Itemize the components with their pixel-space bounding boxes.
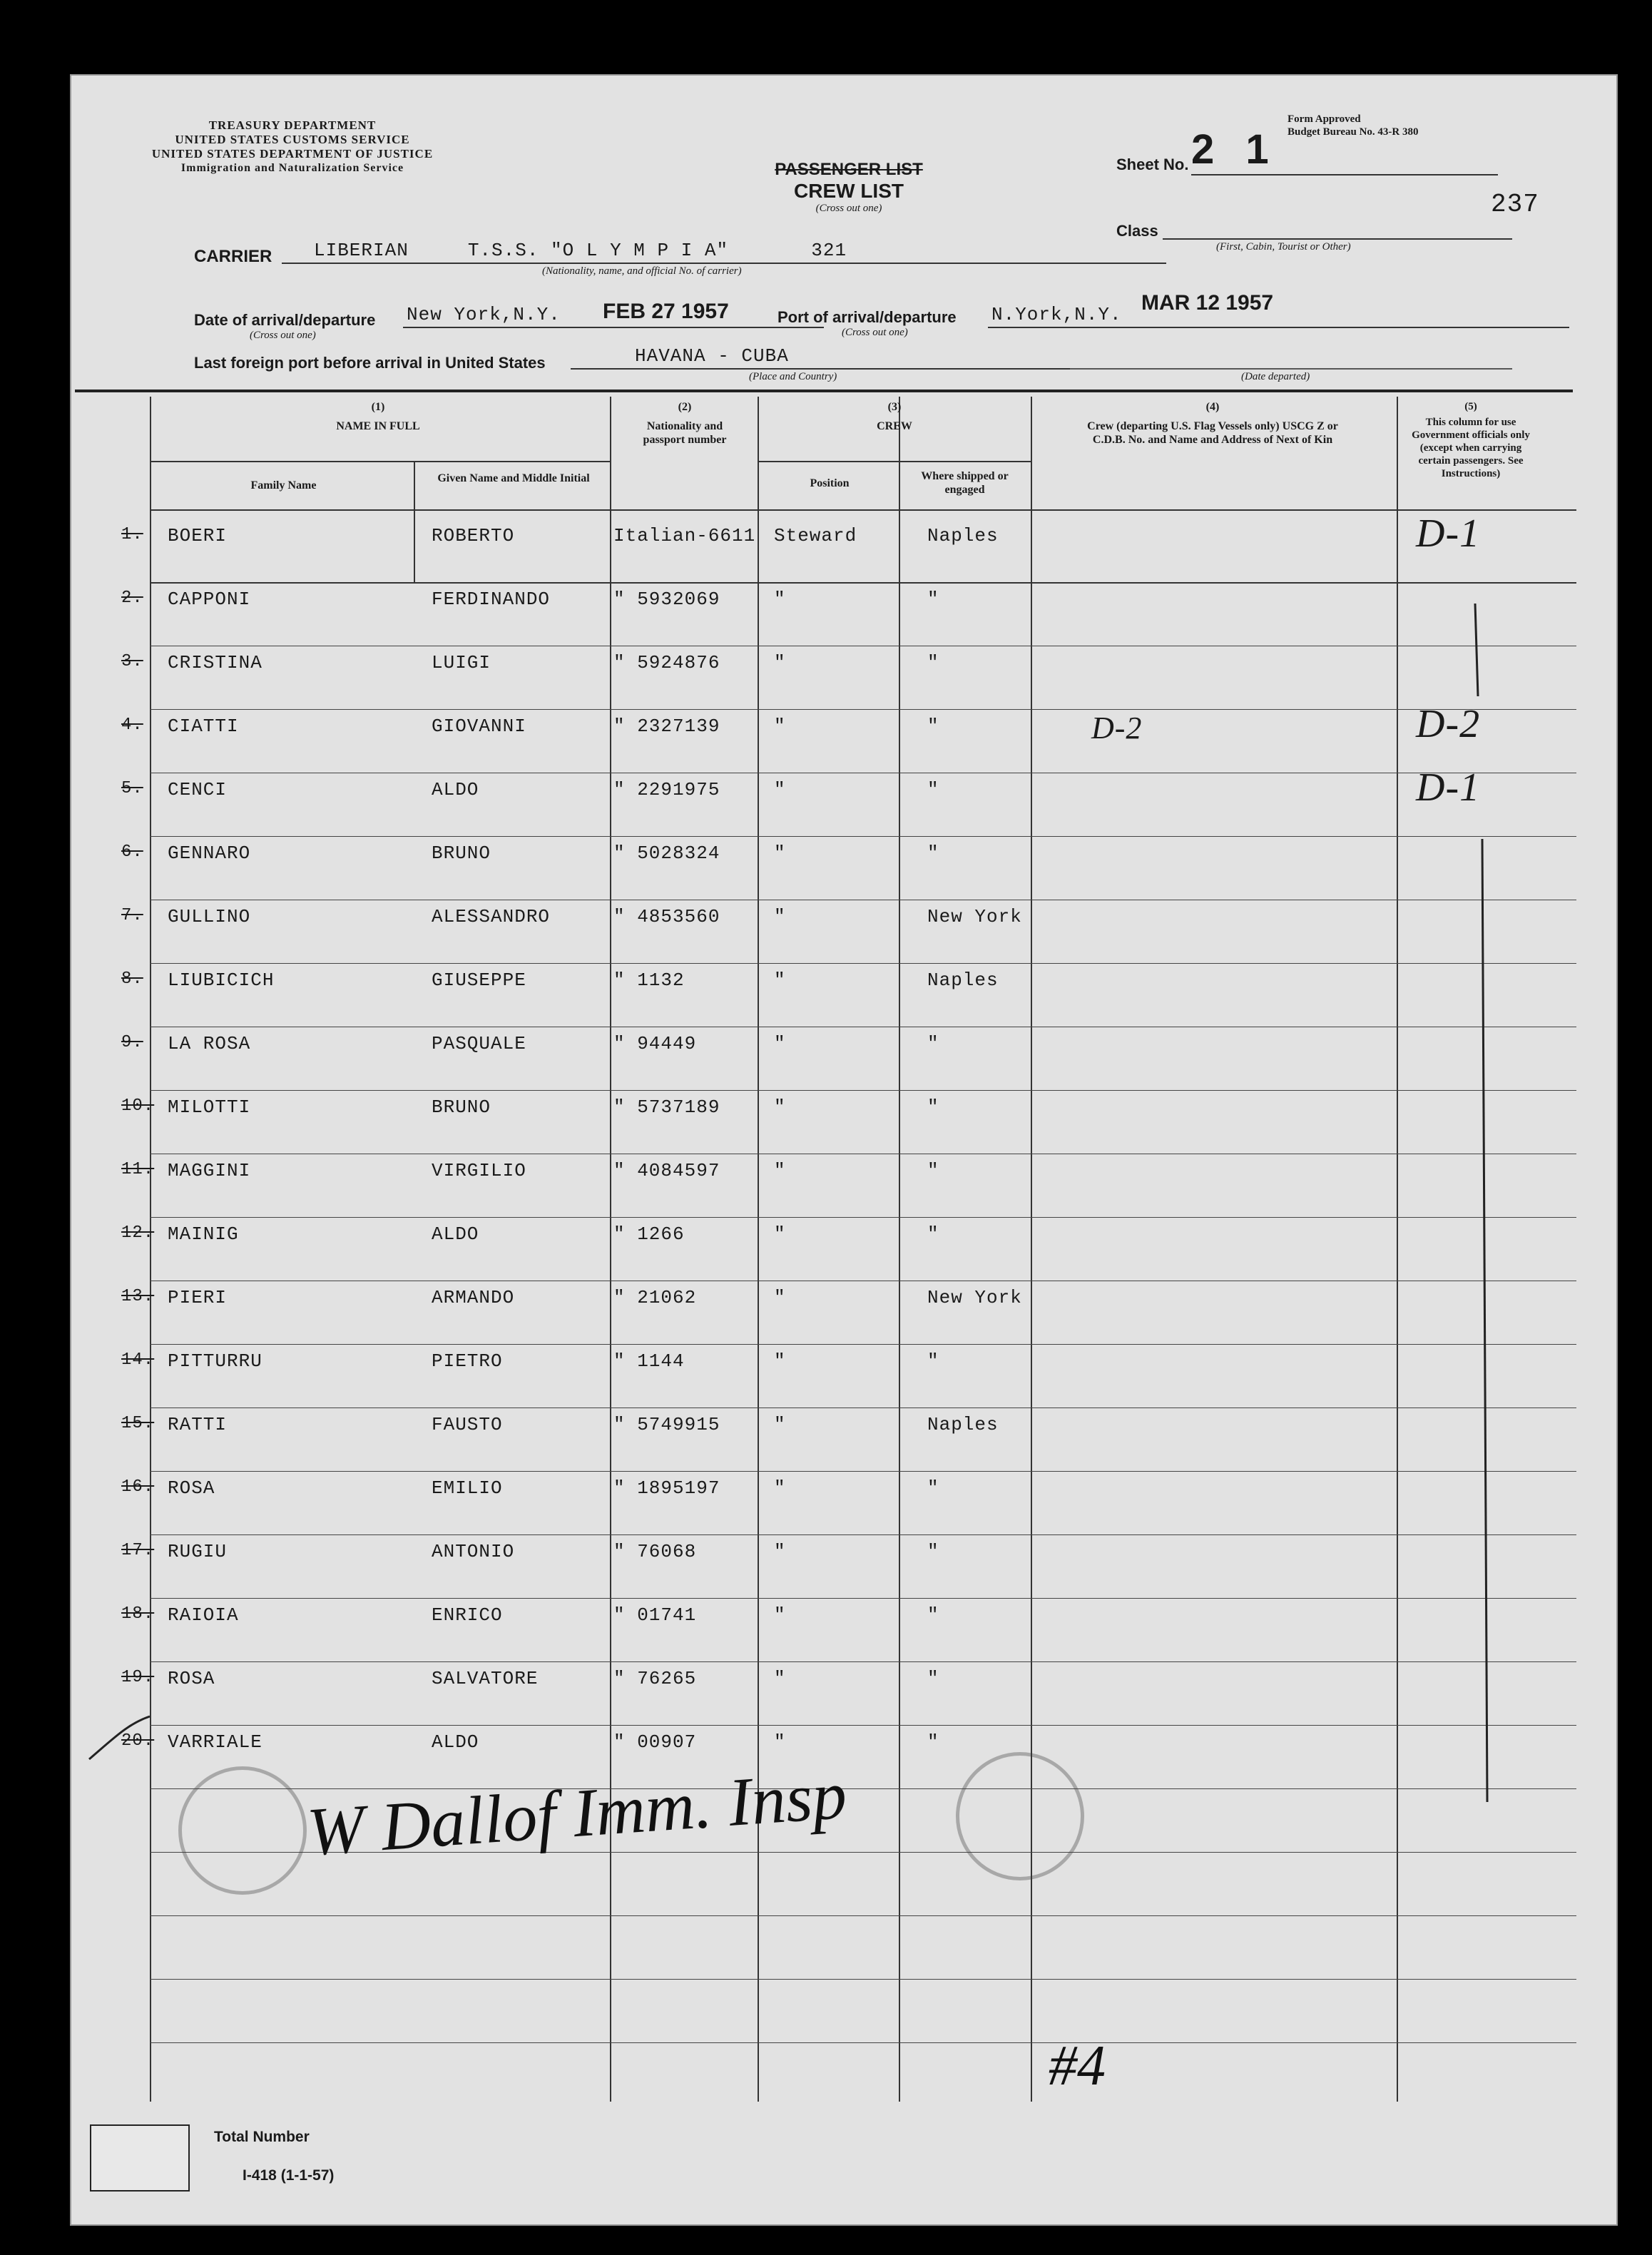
departure-note: (Cross out one)	[250, 330, 316, 341]
passport-number: " 76068	[613, 1541, 697, 1562]
where-shipped: Naples	[927, 525, 999, 546]
position: "	[774, 589, 786, 610]
given-name: SALVATORE	[432, 1668, 539, 1689]
row-number: 20.	[121, 1731, 155, 1751]
customs-stamp-left	[178, 1766, 307, 1895]
where-shipped: "	[927, 716, 939, 737]
passport-number: " 76265	[613, 1668, 697, 1689]
given-name: LUIGI	[432, 652, 491, 673]
row-number: 15.	[121, 1414, 155, 1433]
col3-title: CREW	[877, 420, 912, 432]
family-name: GENNARO	[168, 843, 251, 864]
family-name: CIATTI	[168, 716, 239, 737]
given-name: ALESSANDRO	[432, 906, 551, 927]
row-number: 11.	[121, 1160, 155, 1179]
where-shipped: New York	[927, 906, 1022, 927]
passport-number: " 94449	[613, 1033, 697, 1054]
family-name: MAGGINI	[168, 1160, 251, 1181]
departure-date: FEB 27 1957	[603, 300, 729, 323]
total-number-box	[90, 2124, 190, 2192]
sheet-label: Sheet No.	[1116, 156, 1189, 173]
position: "	[774, 652, 786, 673]
given-name: ROBERTO	[432, 525, 515, 546]
next-of-kin: D-2	[1091, 711, 1143, 745]
carrier-label: CARRIER	[194, 247, 272, 266]
carrier-value: LIBERIAN T.S.S. "O L Y M P I A" 321	[314, 240, 847, 261]
row-number: 3.	[121, 652, 143, 671]
position: "	[774, 1287, 786, 1308]
position: "	[774, 1033, 786, 1054]
page-number: 237	[1491, 190, 1539, 219]
passport-number: " 5749915	[613, 1414, 720, 1435]
given-name: BRUNO	[432, 843, 491, 864]
row-number: 9.	[121, 1033, 143, 1052]
last-port-value: HAVANA - CUBA	[635, 345, 789, 367]
row-number: 6.	[121, 843, 143, 862]
where-shipped: "	[927, 1033, 939, 1054]
form-code: I-418 (1-1-57)	[243, 2167, 335, 2184]
given-name: FAUSTO	[432, 1414, 503, 1435]
position: "	[774, 969, 786, 991]
gov-official-note: D-1	[1416, 765, 1481, 810]
row-number: 2.	[121, 589, 143, 608]
where-shipped-header: Where shipped or engaged	[921, 470, 1009, 496]
budget-bureau-text: Budget Bureau No. 43-R 380	[1288, 126, 1419, 138]
position-header: Position	[810, 477, 850, 489]
departure-place: New York,N.Y.	[407, 304, 561, 325]
row-number: 13.	[121, 1287, 155, 1306]
col2-title: Nationality and passport number	[643, 420, 727, 446]
passport-number: " 21062	[613, 1287, 697, 1308]
class-label: Class	[1116, 222, 1158, 240]
customs-stamp-right	[956, 1752, 1084, 1880]
family-name: RATTI	[168, 1414, 228, 1435]
given-name-header: Given Name and Middle Initial	[437, 472, 590, 484]
where-shipped: "	[927, 589, 939, 610]
col3-number: (3)	[887, 401, 902, 413]
given-name: ARMANDO	[432, 1287, 515, 1308]
family-name: LIUBICICH	[168, 969, 275, 991]
position: "	[774, 716, 786, 737]
arrival-port: N.York,N.Y.	[991, 304, 1122, 325]
total-number-label: Total Number	[214, 2129, 310, 2145]
passport-number: " 2291975	[613, 779, 720, 800]
family-name: PIERI	[168, 1287, 228, 1308]
family-name: RUGIU	[168, 1541, 228, 1562]
family-name: MAINIG	[168, 1223, 239, 1245]
where-shipped: "	[927, 1223, 939, 1245]
passport-number: " 4853560	[613, 906, 720, 927]
position: "	[774, 1477, 786, 1499]
family-name: ROSA	[168, 1477, 215, 1499]
position: Steward	[774, 525, 857, 546]
given-name: ALDO	[432, 1731, 479, 1753]
where-shipped: "	[927, 1541, 939, 1562]
position: "	[774, 1350, 786, 1372]
passport-number: " 1266	[613, 1223, 685, 1245]
arrival-label: Port of arrival/departure	[777, 308, 957, 326]
col2-number: (2)	[678, 401, 692, 413]
arrival-note: (Cross out one)	[842, 327, 908, 338]
agency-line-3: UNITED STATES DEPARTMENT OF JUSTICE	[151, 147, 434, 161]
inspector-signature: W Dallof Imm. Insp	[305, 1756, 850, 1870]
page-title: CREW LIST	[794, 180, 904, 202]
row-number: 5.	[121, 779, 143, 798]
family-name: RAIOIA	[168, 1604, 239, 1626]
where-shipped: "	[927, 1160, 939, 1181]
carrier-note: (Nationality, name, and official No. of carrier)	[542, 265, 742, 277]
passport-number: " 4084597	[613, 1160, 720, 1181]
position: "	[774, 906, 786, 927]
col4-number: (4)	[1205, 401, 1220, 413]
family-name: BOERI	[168, 525, 228, 546]
row-number: 14.	[121, 1350, 155, 1370]
position: "	[774, 1096, 786, 1118]
given-name: PIETRO	[432, 1350, 503, 1372]
row-number: 17.	[121, 1541, 155, 1560]
where-shipped: "	[927, 652, 939, 673]
given-name: ALDO	[432, 779, 479, 800]
row-number: 4.	[121, 716, 143, 735]
handwritten-marks	[71, 76, 1616, 2224]
col4-title: Crew (departing U.S. Flag Vessels only) USCG Z or C.D.B. No. and Name and Address of Next of Kin	[1087, 420, 1338, 446]
given-name: ALDO	[432, 1223, 479, 1245]
gov-official-note: D-1	[1416, 511, 1481, 556]
col1-title: NAME IN FULL	[336, 420, 420, 432]
given-name: FERDINANDO	[432, 589, 551, 610]
col5-title: This column for use Government officials only (except when carrying certain passengers. See Instructions)	[1412, 417, 1530, 479]
position: "	[774, 1160, 786, 1181]
position: "	[774, 1414, 786, 1435]
row-number: 12.	[121, 1223, 155, 1243]
row-number: 18.	[121, 1604, 155, 1624]
given-name: VIRGILIO	[432, 1160, 526, 1181]
where-shipped: New York	[927, 1287, 1022, 1308]
row-number: 16.	[121, 1477, 155, 1497]
where-shipped: "	[927, 843, 939, 864]
row-number: 19.	[121, 1668, 155, 1687]
passport-number: " 1132	[613, 969, 685, 991]
passport-number: " 5932069	[613, 589, 720, 610]
position: "	[774, 1223, 786, 1245]
where-shipped: "	[927, 1350, 939, 1372]
gov-official-note: D-2	[1416, 702, 1481, 746]
passport-number: " 01741	[613, 1604, 697, 1626]
family-name: VARRIALE	[168, 1731, 262, 1753]
form-approved-text: Form Approved	[1288, 113, 1361, 125]
family-name: CRISTINA	[168, 652, 262, 673]
passport-number: " 5028324	[613, 843, 720, 864]
given-name: GIOVANNI	[432, 716, 526, 737]
position: "	[774, 1541, 786, 1562]
col1-number: (1)	[371, 401, 385, 413]
passport-number: " 5737189	[613, 1096, 720, 1118]
given-name: ANTONIO	[432, 1541, 515, 1562]
row-number: 10.	[121, 1096, 155, 1116]
agency-line-1: TREASURY DEPARTMENT	[208, 118, 377, 132]
given-name: GIUSEPPE	[432, 969, 526, 991]
where-shipped: Naples	[927, 969, 999, 991]
last-port-label: Last foreign port before arrival in United States	[194, 354, 546, 372]
given-name: EMILIO	[432, 1477, 503, 1499]
family-name: CENCI	[168, 779, 228, 800]
family-name: GULLINO	[168, 906, 251, 927]
position: "	[774, 1668, 786, 1689]
title-cross-out-note: (Cross out one)	[815, 203, 882, 214]
row-number: 8.	[121, 969, 143, 989]
date-departed-note: (Date departed)	[1241, 371, 1310, 382]
handwritten-note: #4	[1049, 2035, 1106, 2097]
position: "	[774, 843, 786, 864]
family-name: LA ROSA	[168, 1033, 251, 1054]
family-name: ROSA	[168, 1668, 215, 1689]
position: "	[774, 1604, 786, 1626]
place-country-note: (Place and Country)	[749, 371, 837, 382]
passport-number: " 00907	[613, 1731, 697, 1753]
where-shipped: "	[927, 1096, 939, 1118]
given-name: PASQUALE	[432, 1033, 526, 1054]
agency-line-2: UNITED STATES CUSTOMS SERVICE	[175, 133, 410, 146]
class-note: (First, Cabin, Tourist or Other)	[1216, 241, 1351, 253]
given-name: BRUNO	[432, 1096, 491, 1118]
where-shipped: "	[927, 1477, 939, 1499]
passport-number: " 5924876	[613, 652, 720, 673]
crew-list-document	[70, 74, 1618, 2226]
arrival-date: MAR 12 1957	[1141, 291, 1274, 315]
where-shipped: "	[927, 1604, 939, 1626]
where-shipped: "	[927, 779, 939, 800]
passport-number: " 2327139	[613, 716, 720, 737]
sheet-number: 2 1	[1191, 126, 1279, 173]
col5-number: (5)	[1464, 401, 1477, 412]
family-name: CAPPONI	[168, 589, 251, 610]
where-shipped: "	[927, 1731, 939, 1753]
departure-label: Date of arrival/departure	[194, 311, 376, 329]
passport-number: " 1144	[613, 1350, 685, 1372]
position: "	[774, 1731, 786, 1753]
family-name: PITTURRU	[168, 1350, 262, 1372]
passport-number: " 1895197	[613, 1477, 720, 1499]
struck-title: PASSENGER LIST	[775, 160, 923, 179]
given-name: ENRICO	[432, 1604, 503, 1626]
row-number: 1.	[121, 525, 143, 544]
agency-line-4: Immigration and Naturalization Service	[180, 162, 404, 174]
family-name-header: Family Name	[250, 479, 317, 492]
family-name: MILOTTI	[168, 1096, 251, 1118]
row-number: 7.	[121, 906, 143, 925]
where-shipped: Naples	[927, 1414, 999, 1435]
passport-number: Italian-6611	[613, 525, 756, 546]
position: "	[774, 779, 786, 800]
where-shipped: "	[927, 1668, 939, 1689]
